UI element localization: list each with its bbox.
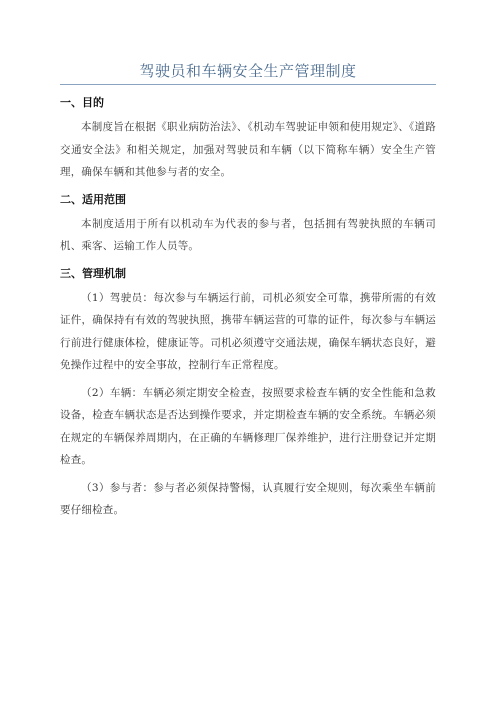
document-title: 驾驶员和车辆安全生产管理制度 xyxy=(139,62,357,80)
section-heading: 三、管理机制 xyxy=(60,266,126,280)
section-purpose xyxy=(60,94,436,184)
title-divider xyxy=(60,84,436,85)
section-paragraph: （1）驾驶员：每次参与车辆运行前，司机必须安全可靠，携带所需的有效证件，确保持有有效的驾驶执照，携带车辆运营的可靠的证件，每次参与车辆运行前进行健康体检，健康证等。司机必须遵守交通法规，确保车辆状态良好，避免操作过程中的安全事故，控制行车正常程度。 xyxy=(60,291,436,371)
section-paragraph: 本制度旨在根据《职业病防治法》、《机动车驾驶证申领和使用规定》、《道路交通安全法》和相关规定，加强对驾驶员和车辆（以下简称车辆）安全生产管理，确保车辆和其他参与者的安全。 xyxy=(60,121,436,178)
section-scope xyxy=(60,191,436,258)
section-paragraph: （2）车辆：车辆必须定期安全检查，按照要求检查车辆的安全性能和急救设备，检查车辆状态是否达到操作要求，并定期检查车辆的安全系统。车辆必须在规定的车辆保养周期内，在正确的车辆修理厂保养维护，进行注册登记并定期检查。 xyxy=(60,386,436,466)
section-management xyxy=(60,265,436,522)
section-heading: 一、目的 xyxy=(60,96,104,109)
section-paragraph: 本制度适用于所有以机动车为代表的参与者，包括拥有驾驶执照的车辆司机、乘客、运输工作人员等。 xyxy=(60,217,436,252)
section-paragraph: （3）参与者：参与者必须保持警惕，认真履行安全规则，每次乘坐车辆前要仔细检查。 xyxy=(60,481,436,516)
document-body xyxy=(60,94,436,522)
section-heading: 二、适用范围 xyxy=(60,192,126,206)
